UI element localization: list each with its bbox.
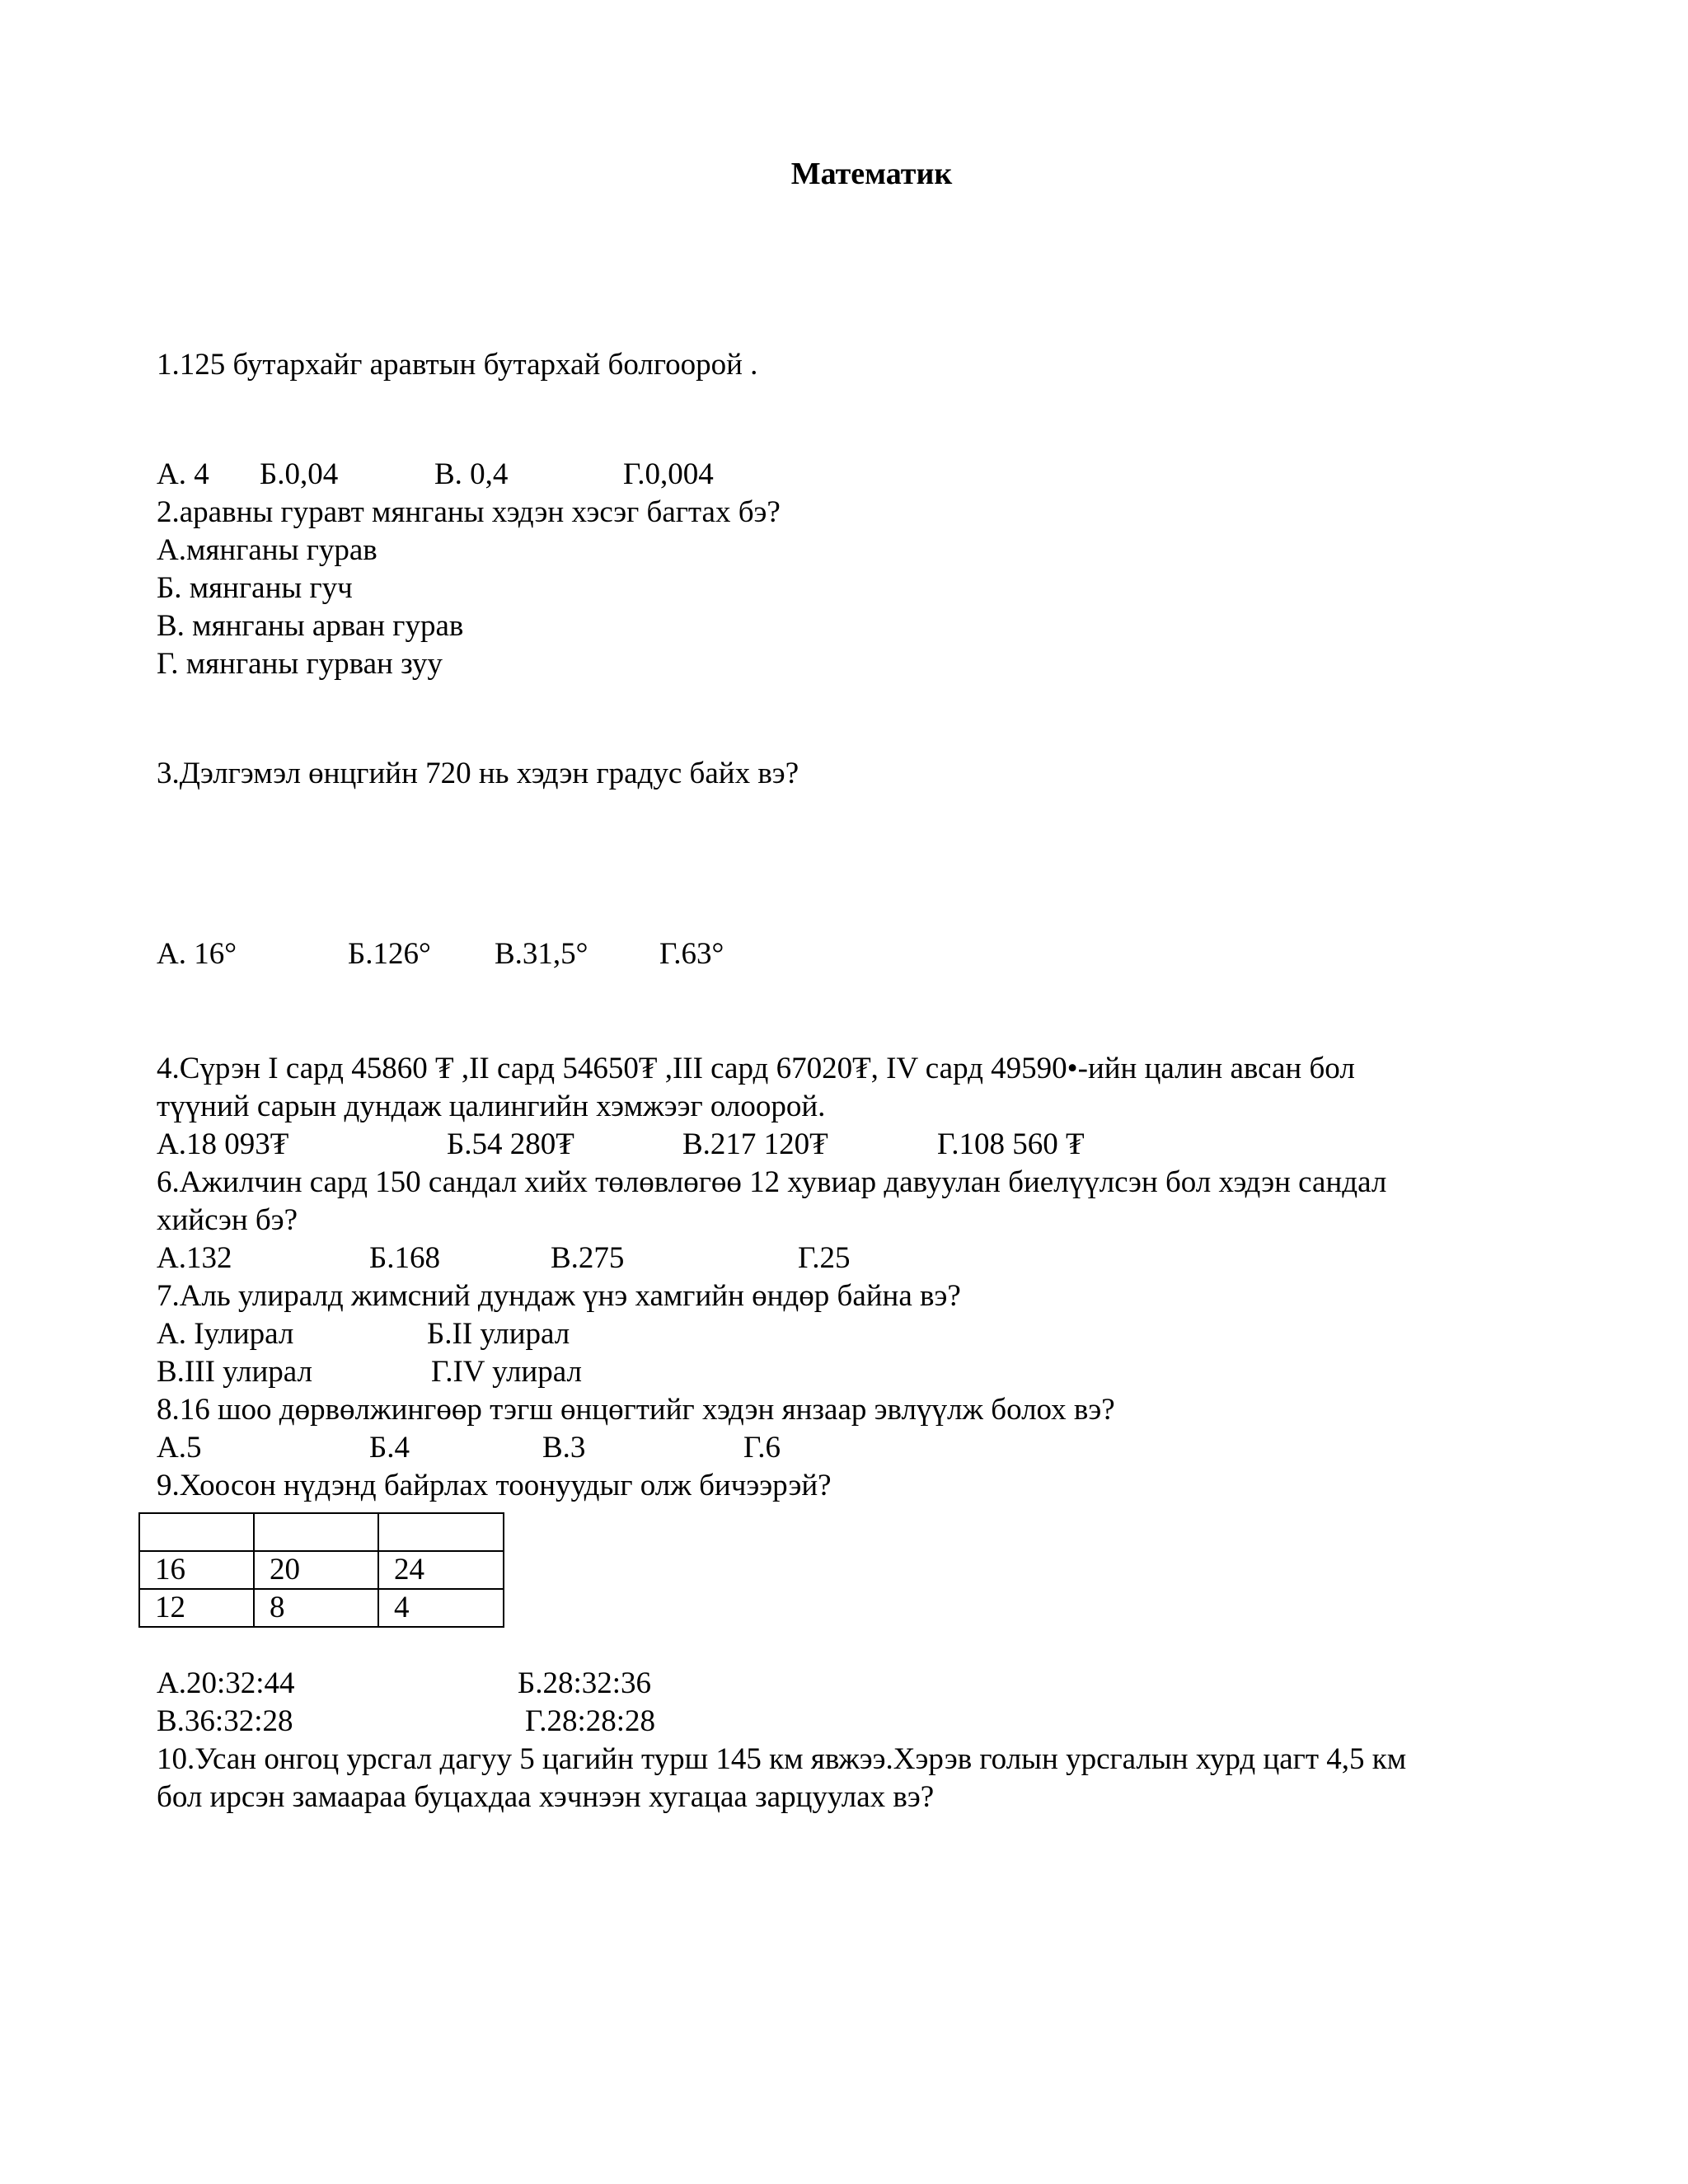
q4-option-d: Г.108 560 ₮ — [937, 1127, 1085, 1161]
q1-option-a: А. 4 — [157, 457, 209, 491]
q3-option-c: В.31,5° — [495, 937, 588, 971]
q9-option-d: Г.28:28:28 — [525, 1704, 656, 1738]
q6-option-a: А.132 — [157, 1241, 232, 1275]
q8-option-d: Г.6 — [743, 1431, 781, 1465]
q4-option-c: В.217 120₮ — [682, 1127, 828, 1161]
q3-option-d: Г.63° — [659, 937, 724, 971]
table-cell: 12 — [139, 1589, 254, 1627]
question-2-text: 2.аравны гуравт мянганы хэдэн хэсэг багтах бэ? — [157, 495, 781, 529]
table-cell: 24 — [378, 1551, 504, 1589]
table-cell: 20 — [254, 1551, 378, 1589]
table-cell[interactable] — [378, 1513, 504, 1551]
q3-option-b: Б.126° — [348, 937, 431, 971]
table-cell[interactable] — [254, 1513, 378, 1551]
table-row — [139, 1589, 504, 1627]
table-cell[interactable] — [139, 1513, 254, 1551]
question-6-text-line-2: хийсэн бэ? — [157, 1203, 298, 1237]
question-4-text-line-2: түүний сарын дундаж цалингийн хэмжээг олоорой. — [157, 1090, 826, 1123]
question-1-options — [157, 456, 898, 494]
q4-option-a: А.18 093₮ — [157, 1127, 289, 1161]
q2-option-b: Б. мянганы гуч — [157, 571, 353, 605]
q1-option-b: Б.0,04 — [260, 457, 339, 491]
q7-option-d: Г.IV улирал — [431, 1355, 582, 1389]
q2-option-c: В. мянганы арван гурав — [157, 609, 464, 643]
q7-option-a: А. Iулирал — [157, 1317, 294, 1351]
question-7-options-row-1 — [157, 1315, 816, 1353]
question-9-options-row-2 — [157, 1703, 898, 1741]
q3-option-a: А. 16° — [157, 937, 237, 971]
q6-option-d: Г.25 — [798, 1241, 851, 1275]
question-1-text: 1.125 бутархайг аравтын бутархай болгоорой . — [157, 348, 758, 382]
question-4-text-line-1: 4.Сүрэн I сард 45860 ₮ ,II сард 54650₮ ,III сард 67020₮, IV сард 49590•-ийн цалин авсан бол — [157, 1052, 1355, 1085]
question-7-options-row-2 — [157, 1353, 816, 1391]
question-10-text-line-2: бол ирсэн замаараа буцахдаа хэчнээн хугацаа зарцуулах вэ? — [157, 1780, 935, 1814]
table-cell: 16 — [139, 1551, 254, 1589]
q2-option-a: А.мянганы гурав — [157, 533, 377, 567]
question-6-options — [157, 1240, 981, 1277]
question-3-options — [157, 935, 898, 973]
number-grid-table — [138, 1512, 504, 1628]
question-6-text-line-1: 6.Ажилчин сард 150 сандал хийх төлөвлөгөө 12 хувиар давуулан биелүүлсэн бол хэдэн сандал — [157, 1165, 1387, 1199]
question-3-text: 3.Дэлгэмэл өнцгийн 720 нь хэдэн градус байх вэ? — [157, 757, 799, 790]
table-row — [139, 1513, 504, 1551]
table-cell: 4 — [378, 1589, 504, 1627]
question-10-text-line-1: 10.Усан онгоц урсгал дагуу 5 цагийн турш 145 км явжээ.Хэрэв голын урсгалын хурд цагт 4,5 км — [157, 1742, 1407, 1776]
q1-option-c: В. 0,4 — [434, 457, 509, 491]
question-9-text: 9.Хоосон нүдэнд байрлах тоонуудыг олж бичээрэй? — [157, 1469, 832, 1502]
q9-option-b: Б.28:32:36 — [518, 1666, 652, 1700]
question-8-options — [157, 1429, 981, 1467]
q4-option-b: Б.54 280₮ — [447, 1127, 574, 1161]
q6-option-c: В.275 — [551, 1241, 625, 1275]
q8-option-b: Б.4 — [369, 1431, 410, 1465]
q2-option-d: Г. мянганы гурван зуу — [157, 647, 443, 681]
q8-option-c: В.3 — [542, 1431, 586, 1465]
question-7-text: 7.Аль улиралд жимсний дундаж үнэ хамгийн өндөр байна вэ? — [157, 1279, 961, 1313]
question-9-options-row-1 — [157, 1665, 898, 1703]
table-row — [139, 1551, 504, 1589]
q6-option-b: Б.168 — [369, 1241, 440, 1275]
q9-option-c: В.36:32:28 — [157, 1704, 293, 1738]
question-4-options — [157, 1126, 1146, 1164]
q7-option-c: В.III улирал — [157, 1355, 312, 1389]
table-cell: 8 — [254, 1589, 378, 1627]
page-title: Математик — [790, 157, 953, 191]
q8-option-a: А.5 — [157, 1431, 202, 1465]
q9-option-a: А.20:32:44 — [157, 1666, 295, 1700]
question-8-text: 8.16 шоо дөрвөлжингөөр тэгш өнцөгтийг хэдэн янзаар эвлүүлж болох вэ? — [157, 1393, 1115, 1427]
q1-option-d: Г.0,004 — [623, 457, 714, 491]
q7-option-b: Б.II улирал — [427, 1317, 570, 1351]
